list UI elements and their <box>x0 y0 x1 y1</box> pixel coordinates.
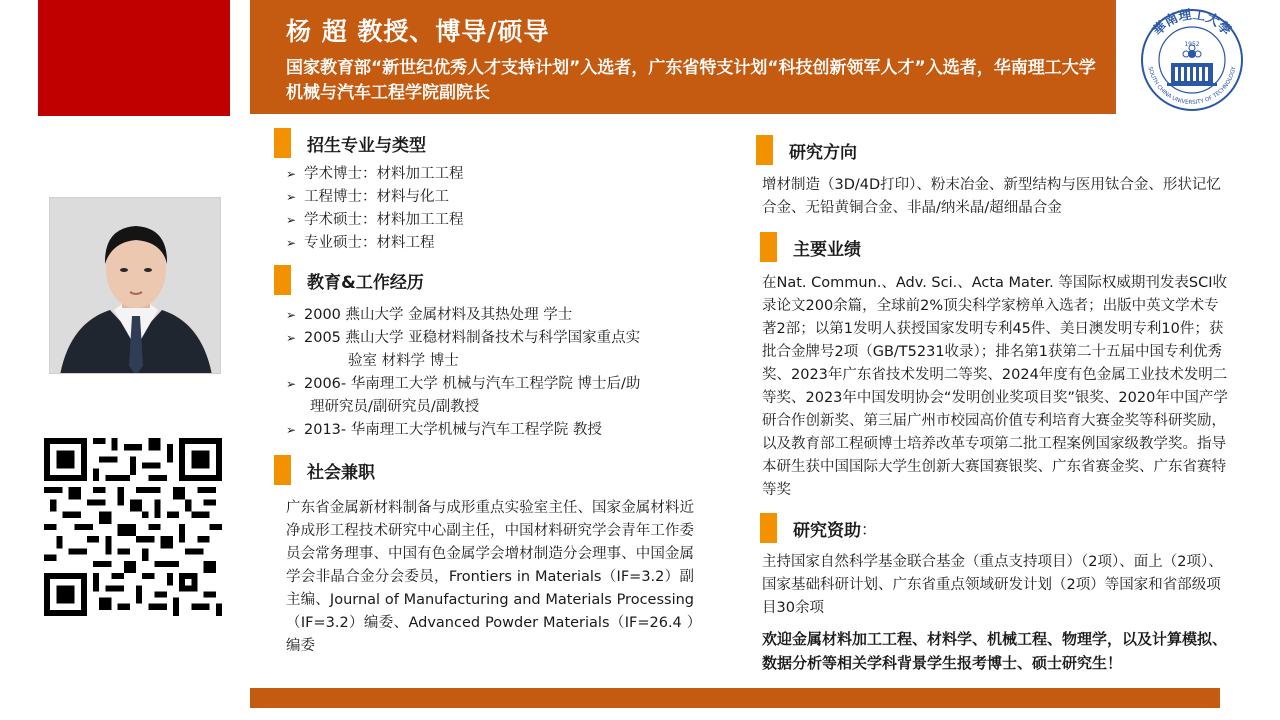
social-text: 广东省金属新材料制备与成形重点实验室主任、国家金属材料近净成形工程技术研究中心副主任，中国材料研究学会青年工作委员会常务理事、中国有色金属学会增材制造分会理事、中国金属学会非晶合金分会委员，Frontiers in Materials（IF=3.2）副主编、Journal of Manufacturing and Materials Processing（IF=3.2）编委、Advanced Powder Materials（IF=26.4 ）编委 <box>286 500 694 654</box>
section-marker <box>760 513 777 543</box>
list-item: ➢ 2005 燕山大学 亚稳材料制备技术与科学国家重点实 验室 材料学 博士 <box>286 327 716 373</box>
education-list <box>286 304 716 442</box>
arrow-bullet-icon: ➢ <box>286 308 297 322</box>
section-marker <box>756 135 773 165</box>
section-admission-title: 招生专业与类型 <box>307 135 426 156</box>
footer-bar <box>250 688 1220 708</box>
section-achievements-header <box>760 232 861 262</box>
achievements-text: 在Nat. Commun.、Adv. Sci.、Acta Mater. 等国际权威期刊发表SCI收录论文200余篇，全球前2%顶尖科学家榜单入选者；出版中英文学术专著2部；以第1发明人获授国家发明专利45件、美日澳发明专利10件；获批合金牌号2项（GB/T5231收录）；排名第1获第二十五届中国专利优秀奖、2023年广东省技术发明二等奖、2024年度有色金属工业技术发明二等奖、2023年中国发明协会“发明创业奖项目奖”银奖、2020年中国产学研合作创新奖、第三届广州市校园高价值专利培育大赛金奖等科研奖励，以及教育部工程硕博士培养改革专项第二批工程案例国家级教学奖。指导本研生获中国国际大学生创新大赛国赛银奖、广东省赛金奖、广东省赛特等奖 <box>762 275 1228 498</box>
section-research-header <box>756 135 857 165</box>
section-achievements-title: 主要业绩 <box>793 239 861 260</box>
red-decor-block <box>38 0 230 116</box>
arrow-bullet-icon: ➢ <box>286 331 297 345</box>
header-bar <box>250 0 1116 114</box>
header-description: 国家教育部“新世纪优秀人才支持计划”入选者，广东省特支计划“科技创新领军人才”入选者，华南理工大学机械与汽车工程学院副院长 <box>286 58 1096 103</box>
section-funding-colon: ： <box>861 519 878 539</box>
list-item: ➢ 学术博士：材料加工工程 <box>286 163 706 186</box>
research-text: 增材制造（3D/4D打印）、粉末冶金、新型结构与医用钛合金、形状记忆合金、无铅黄铜合金、非晶/纳米晶/超细晶合金 <box>762 177 1221 216</box>
university-logo-icon <box>1131 8 1253 112</box>
section-marker <box>274 128 291 158</box>
arrow-bullet-icon: ➢ <box>286 377 297 391</box>
funding-text: 主持国家自然科学基金联合基金（重点支持项目）（2项）、面上（2项）、国家基础科研计划、广东省重点领域研发计划（2项）等国家和省部级项目30余项 <box>762 554 1223 616</box>
list-item: ➢ 专业硕士：材料工程 <box>286 232 706 255</box>
section-education-title: 教育&工作经历 <box>307 272 424 293</box>
logo-cn-text: 華南理工大學 <box>1150 8 1234 39</box>
arrow-bullet-icon: ➢ <box>286 190 297 204</box>
section-admission-header <box>274 128 426 158</box>
portrait-photo <box>49 197 221 374</box>
section-social-header <box>274 455 375 485</box>
arrow-bullet-icon: ➢ <box>286 423 297 437</box>
list-item: ➢ 2013- 华南理工大学机械与汽车工程学院 教授 <box>286 419 716 442</box>
admission-list <box>286 163 706 255</box>
list-item: ➢ 2000 燕山大学 金属材料及其热处理 学士 <box>286 304 716 327</box>
list-item: ➢ 工程博士：材料与化工 <box>286 186 706 209</box>
arrow-bullet-icon: ➢ <box>286 167 297 181</box>
section-education-header <box>274 265 424 295</box>
section-social-title: 社会兼职 <box>307 462 375 483</box>
section-marker <box>274 265 291 295</box>
list-item: ➢ 2006- 华南理工大学 机械与汽车工程学院 博士后/助 理研究员/副研究员/副教授 <box>286 373 716 419</box>
section-funding-header <box>760 513 877 543</box>
arrow-bullet-icon: ➢ <box>286 213 297 227</box>
qr-code-icon <box>44 437 222 617</box>
section-marker <box>274 455 291 485</box>
arrow-bullet-icon: ➢ <box>286 236 297 250</box>
recruit-text: 欢迎金属材料加工工程、材料学、机械工程、物理学，以及计算模拟、数据分析等相关学科背景学生报考博士、硕士研究生！ <box>762 630 1228 672</box>
page-title: 杨 超 教授、博导/硕导 <box>286 17 550 46</box>
logo-en-text: SOUTH CHINA UNIVERSITY OF TECHNOLOGY <box>1146 66 1238 107</box>
section-research-title: 研究方向 <box>789 142 857 163</box>
logo-year: 1952 <box>1184 41 1200 48</box>
section-marker <box>760 232 777 262</box>
section-funding-title: 研究资助 <box>793 520 861 541</box>
list-item: ➢ 学术硕士：材料加工工程 <box>286 209 706 232</box>
